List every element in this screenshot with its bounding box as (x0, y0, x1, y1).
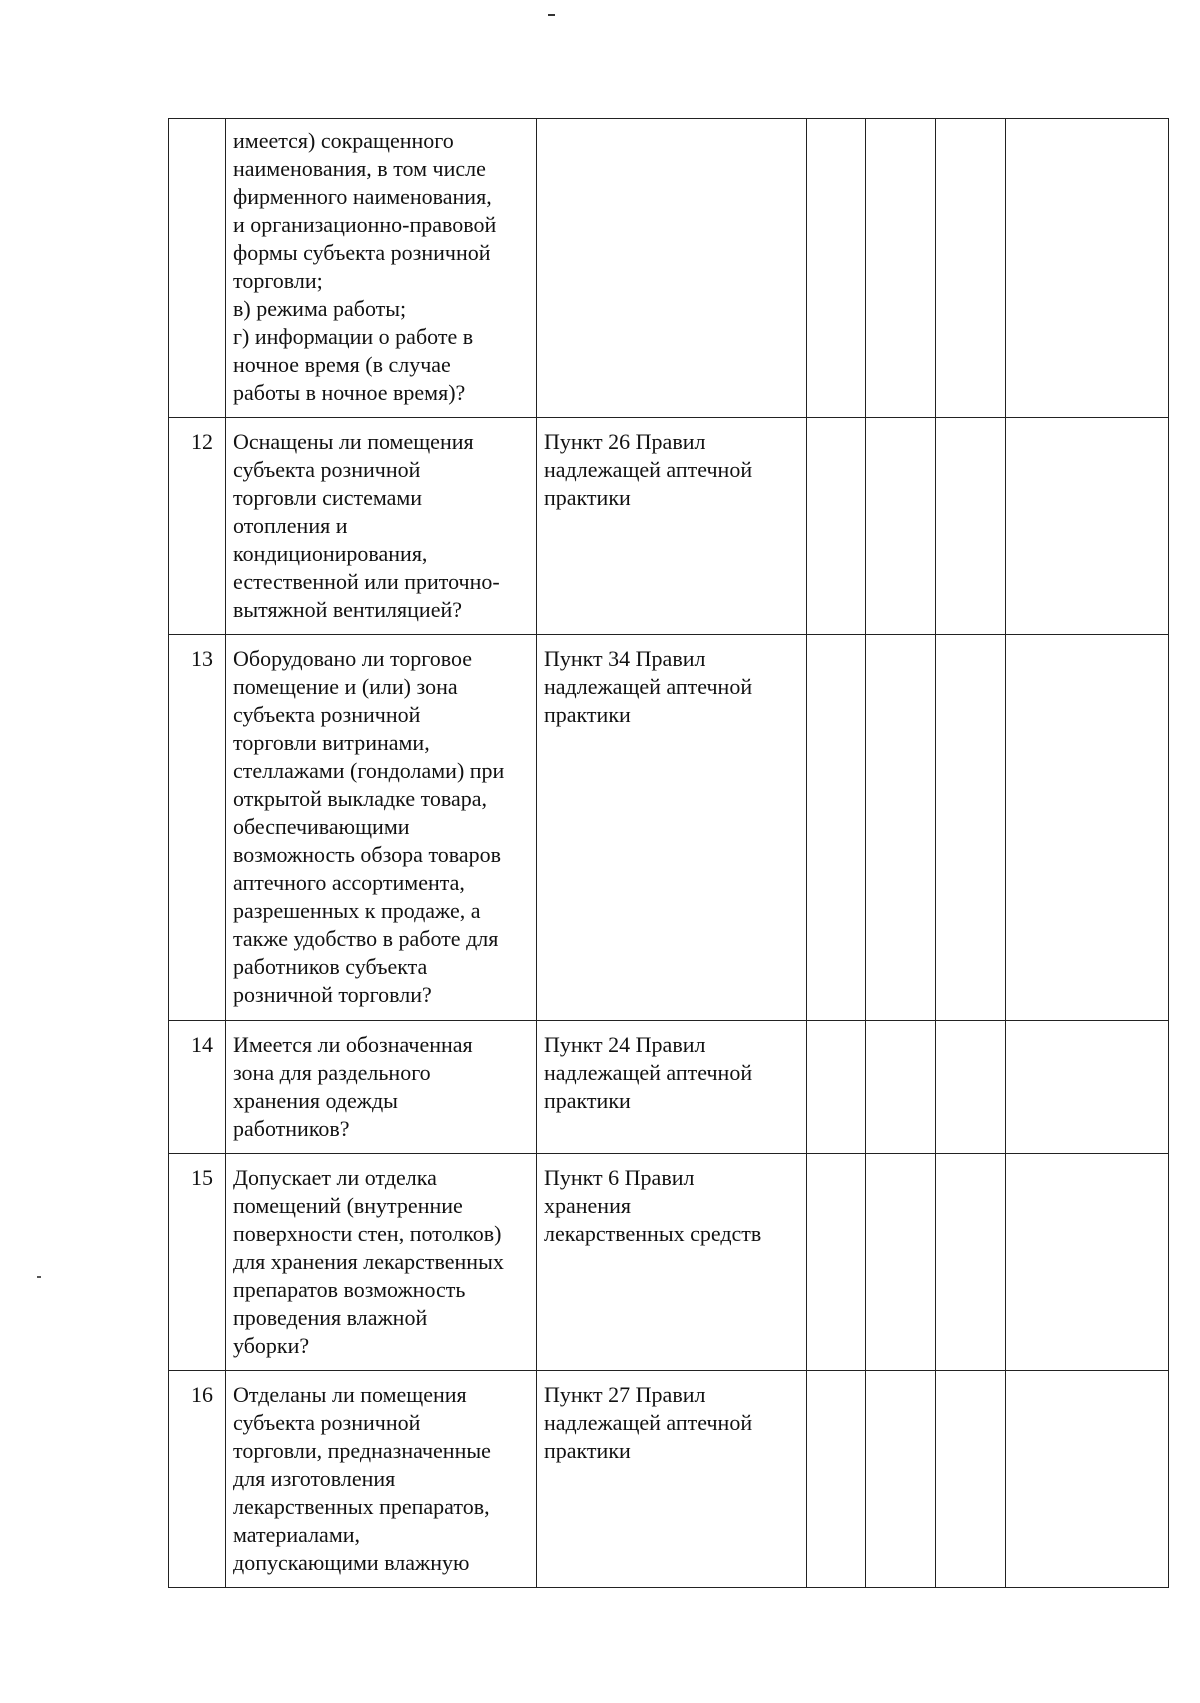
reference-text-line: надлежащей аптечной (544, 457, 753, 482)
table-row (169, 1154, 1169, 1371)
reference-cell (537, 1154, 807, 1371)
reference-text-line: лекарственных средств (544, 1221, 762, 1246)
row-number: 14 (169, 1021, 226, 1154)
empty-answer-cell (866, 635, 936, 1021)
empty-answer-cell (1006, 418, 1169, 635)
table-row (169, 119, 1169, 418)
question-text-line: торговли, предназначенные (233, 1438, 491, 1463)
question-text-line: поверхности стен, потолков) (233, 1221, 502, 1246)
question-text-line: Имеется ли обозначенная (233, 1032, 473, 1057)
question-text-line: имеется) сокращенного (233, 128, 454, 153)
question-text-line: и организационно-правовой (233, 212, 497, 237)
question-text-line: субъекта розничной (233, 702, 421, 727)
row-number (169, 119, 226, 418)
empty-answer-cell (866, 119, 936, 418)
reference-cell (537, 635, 807, 1021)
checklist-table (168, 118, 1169, 1588)
reference-text-line: надлежащей аптечной (544, 1410, 753, 1435)
question-text-line: розничной торговли? (233, 982, 432, 1007)
scan-mark (548, 14, 555, 16)
question-text-line: работников субъекта (233, 954, 428, 979)
table-row (169, 418, 1169, 635)
question-text-line: проведения влажной (233, 1305, 428, 1330)
reference-cell (537, 418, 807, 635)
row-number: 16 (169, 1371, 226, 1588)
question-text-line: г) информации о работе в (233, 324, 474, 349)
empty-answer-cell (936, 1154, 1006, 1371)
reference-text-line: надлежащей аптечной (544, 1060, 753, 1085)
question-text-line: отопления и (233, 513, 348, 538)
question-text-line: торговли системами (233, 485, 423, 510)
empty-answer-cell (936, 418, 1006, 635)
question-cell (226, 1021, 537, 1154)
question-text-line: Оборудовано ли торговое (233, 646, 473, 671)
table-row (169, 1021, 1169, 1154)
question-text-line: торговли; (233, 268, 323, 293)
question-text-line: помещений (внутренние (233, 1193, 463, 1218)
reference-text-line: практики (544, 485, 631, 510)
question-text-line: работников? (233, 1116, 350, 1141)
question-text-line: уборки? (233, 1333, 310, 1358)
scan-mark (37, 1276, 41, 1278)
table-row (169, 635, 1169, 1021)
question-text-line: работы в ночное время)? (233, 380, 466, 405)
question-text-line: кондиционирования, (233, 541, 428, 566)
question-text-line: стеллажами (гондолами) при (233, 758, 505, 783)
empty-answer-cell (866, 1154, 936, 1371)
question-text-line: обеспечивающими (233, 814, 410, 839)
reference-text-line: Пункт 34 Правил (544, 646, 706, 671)
empty-answer-cell (807, 1021, 866, 1154)
empty-answer-cell (936, 119, 1006, 418)
question-text-line: формы субъекта розничной (233, 240, 491, 265)
empty-answer-cell (866, 1371, 936, 1588)
reference-text-line: Пункт 24 Правил (544, 1032, 706, 1057)
question-text-line: Отделаны ли помещения (233, 1382, 467, 1407)
empty-answer-cell (866, 418, 936, 635)
reference-text-line: Пункт 6 Правил (544, 1165, 695, 1190)
reference-text-line: Пункт 26 Правил (544, 429, 706, 454)
question-text-line: в) режима работы; (233, 296, 407, 321)
reference-cell (537, 1371, 807, 1588)
empty-answer-cell (936, 1021, 1006, 1154)
row-number: 12 (169, 418, 226, 635)
question-text-line: для изготовления (233, 1466, 396, 1491)
empty-answer-cell (866, 1021, 936, 1154)
question-cell (226, 418, 537, 635)
question-text-line: возможность обзора товаров (233, 842, 502, 867)
empty-answer-cell (807, 418, 866, 635)
question-text-line: наименования, в том числе (233, 156, 486, 181)
empty-answer-cell (1006, 635, 1169, 1021)
question-cell (226, 635, 537, 1021)
question-text-line: вытяжной вентиляцией? (233, 597, 462, 622)
question-text-line: торговли витринами, (233, 730, 430, 755)
question-cell (226, 1371, 537, 1588)
reference-text-line: практики (544, 1088, 631, 1113)
question-text-line: Допускает ли отделка (233, 1165, 437, 1190)
reference-text-line: практики (544, 702, 631, 727)
empty-answer-cell (807, 635, 866, 1021)
question-text-line: разрешенных к продаже, а (233, 898, 481, 923)
empty-answer-cell (936, 635, 1006, 1021)
question-text-line: открытой выкладке товара, (233, 786, 488, 811)
empty-answer-cell (807, 119, 866, 418)
reference-text-line: надлежащей аптечной (544, 674, 753, 699)
empty-answer-cell (1006, 1021, 1169, 1154)
question-text-line: помещение и (или) зона (233, 674, 458, 699)
reference-cell (537, 119, 807, 418)
question-text-line: для хранения лекарственных (233, 1249, 504, 1274)
question-text-line: лекарственных препаратов, (233, 1494, 490, 1519)
question-text-line: аптечного ассортимента, (233, 870, 465, 895)
reference-text-line: практики (544, 1438, 631, 1463)
question-cell (226, 1154, 537, 1371)
empty-answer-cell (807, 1154, 866, 1371)
empty-answer-cell (807, 1371, 866, 1588)
empty-answer-cell (936, 1371, 1006, 1588)
question-text-line: субъекта розничной (233, 457, 421, 482)
question-text-line: также удобство в работе для (233, 926, 499, 951)
row-number: 13 (169, 635, 226, 1021)
empty-answer-cell (1006, 1371, 1169, 1588)
reference-text-line: хранения (544, 1193, 631, 1218)
question-text-line: Оснащены ли помещения (233, 429, 474, 454)
question-text-line: хранения одежды (233, 1088, 398, 1113)
reference-text-line: Пункт 27 Правил (544, 1382, 706, 1407)
question-text-line: допускающими влажную (233, 1550, 470, 1575)
question-text-line: субъекта розничной (233, 1410, 421, 1435)
table-row (169, 1371, 1169, 1588)
question-text-line: материалами, (233, 1522, 361, 1547)
empty-answer-cell (1006, 1154, 1169, 1371)
row-number: 15 (169, 1154, 226, 1371)
reference-cell (537, 1021, 807, 1154)
question-text-line: зона для раздельного (233, 1060, 431, 1085)
question-text-line: ночное время (в случае (233, 352, 451, 377)
question-text-line: фирменного наименования, (233, 184, 492, 209)
question-cell (226, 119, 537, 418)
question-text-line: препаратов возможность (233, 1277, 466, 1302)
empty-answer-cell (1006, 119, 1169, 418)
question-text-line: естественной или приточно- (233, 569, 500, 594)
